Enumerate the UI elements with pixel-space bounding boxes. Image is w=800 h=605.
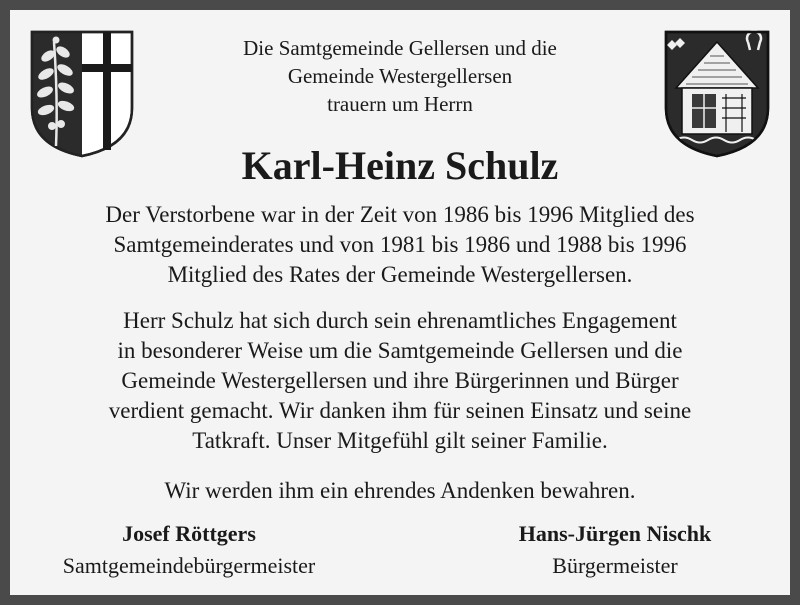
coat-of-arms-barn-icon <box>662 28 772 158</box>
signatory-title: Bürgermeister <box>552 553 678 578</box>
closing-line: Wir werden ihm ein ehrendes Andenken bewahren. <box>164 478 636 503</box>
header-line-2: Gemeinde Westergellersen <box>287 64 513 88</box>
signatory-left <box>24 518 354 582</box>
paragraph1-line: Mitglied des Rates der Gemeinde Westergellersen. <box>167 262 633 287</box>
paragraph2-line: Gemeinde Westergellersen und ihre Bürgerinnen und Bürger <box>121 368 679 393</box>
paragraph1-line: Samtgemeinderates und von 1981 bis 1986 und 1988 bis 1996 <box>113 232 687 257</box>
paragraph2-line: in besonderer Weise um die Samtgemeinde Gellersen und die <box>117 338 683 363</box>
deceased-name: Karl-Heinz Schulz <box>241 143 559 188</box>
signatory-right <box>450 518 780 582</box>
membership-paragraph <box>10 200 790 290</box>
header-line-3: trauern um Herrn <box>327 92 473 116</box>
paragraph2-line: verdient gemacht. Wir danken ihm für seinen Einsatz und seine <box>108 398 692 423</box>
paragraph2-line: Tatkraft. Unser Mitgefühl gilt seiner Familie. <box>192 428 608 453</box>
signatory-title: Samtgemeindebürgermeister <box>62 553 316 578</box>
signatory-name: Josef Röttgers <box>122 521 256 546</box>
header-line-1: Die Samtgemeinde Gellersen und die <box>243 36 557 60</box>
obituary-notice <box>10 10 790 595</box>
signatory-name: Hans-Jürgen Nischk <box>518 521 712 546</box>
paragraph2-line: Herr Schulz hat sich durch sein ehrenamtliches Engagement <box>123 308 677 333</box>
paragraph1-line: Der Verstorbene war in der Zeit von 1986 bis 1996 Mitglied des <box>105 202 695 227</box>
tribute-paragraph <box>10 306 790 456</box>
